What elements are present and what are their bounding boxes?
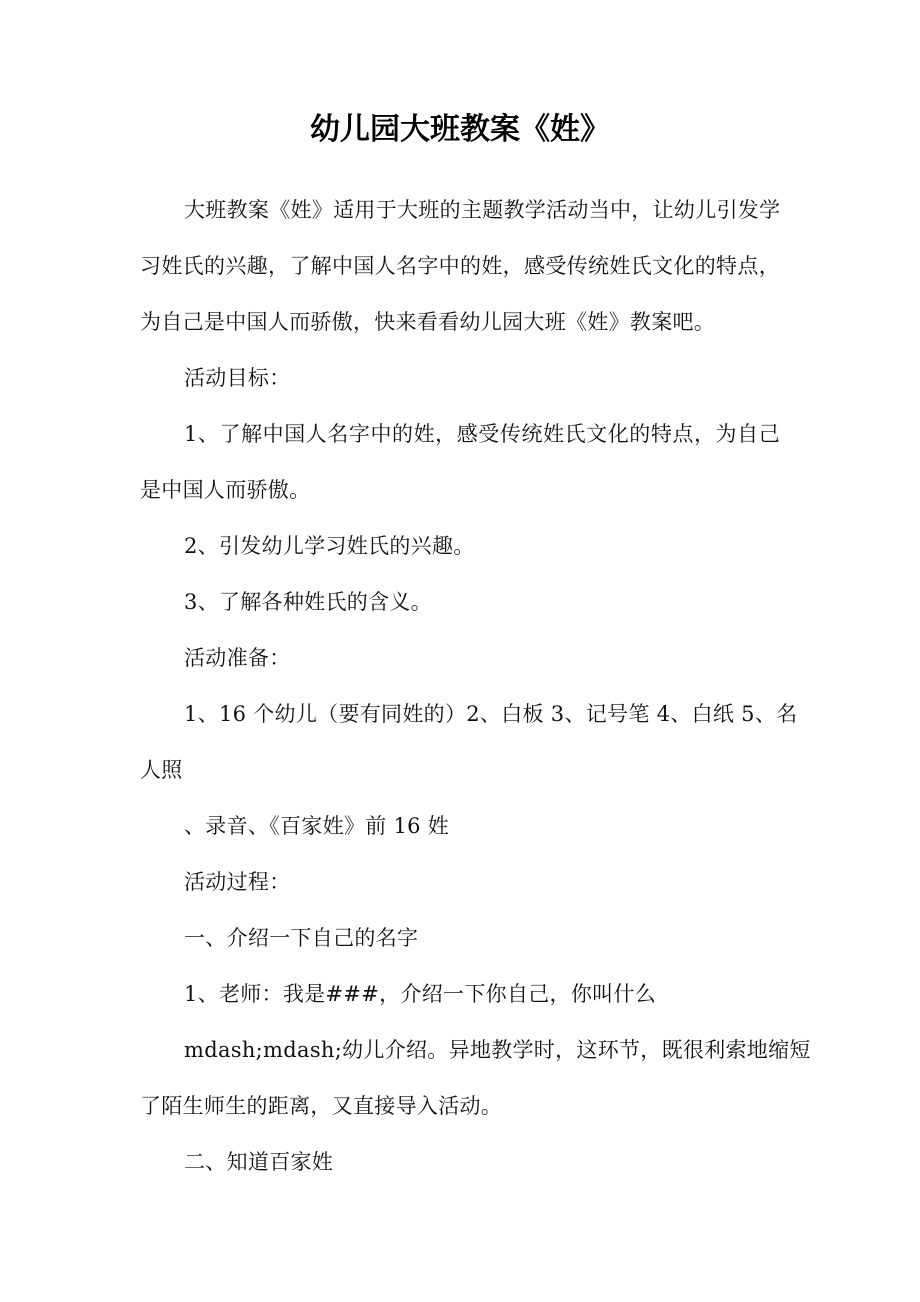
paragraph-line: mdash;mdash;幼儿介绍。异地教学时，这环节，既很利索地缩短 — [184, 1038, 811, 1062]
document-title: 幼儿园大班教案《姓》 — [310, 112, 610, 147]
paragraph-line: 、录音、《百家姓》前 16 姓 — [184, 814, 450, 838]
section-heading: 活动目标： — [184, 366, 291, 390]
paragraph-line: 为自己是中国人而骄傲，快来看看幼儿园大班《姓》教案吧。 — [140, 310, 716, 334]
paragraph-line: 人照 — [140, 758, 183, 782]
paragraph-line: 是中国人而骄傲。 — [140, 478, 311, 502]
section-heading: 活动过程： — [184, 870, 291, 894]
paragraph-line: 大班教案《姓》适用于大班的主题教学活动当中，让幼儿引发学 — [184, 198, 781, 222]
paragraph-line: 1、了解中国人名字中的姓，感受传统姓氏文化的特点，为自己 — [184, 422, 780, 446]
paragraph-line: 1、16 个幼儿（要有同姓的）2、白板 3、记号笔 4、白纸 5、名 — [184, 702, 798, 726]
paragraph-line: 1、老师：我是###，介绍一下你自己，你叫什么 — [184, 982, 657, 1006]
paragraph-line: 了陌生师生的距离，又直接导入活动。 — [140, 1094, 503, 1118]
paragraph-line: 习姓氏的兴趣，了解中国人名字中的姓，感受传统姓氏文化的特点， — [140, 254, 780, 278]
subsection-heading: 二、知道百家姓 — [184, 1150, 334, 1174]
paragraph-line: 2、引发幼儿学习姓氏的兴趣。 — [184, 534, 475, 558]
subsection-heading: 一、介绍一下自己的名字 — [184, 926, 419, 950]
section-heading: 活动准备： — [184, 646, 291, 670]
paragraph-line: 3、了解各种姓氏的含义。 — [184, 590, 432, 614]
